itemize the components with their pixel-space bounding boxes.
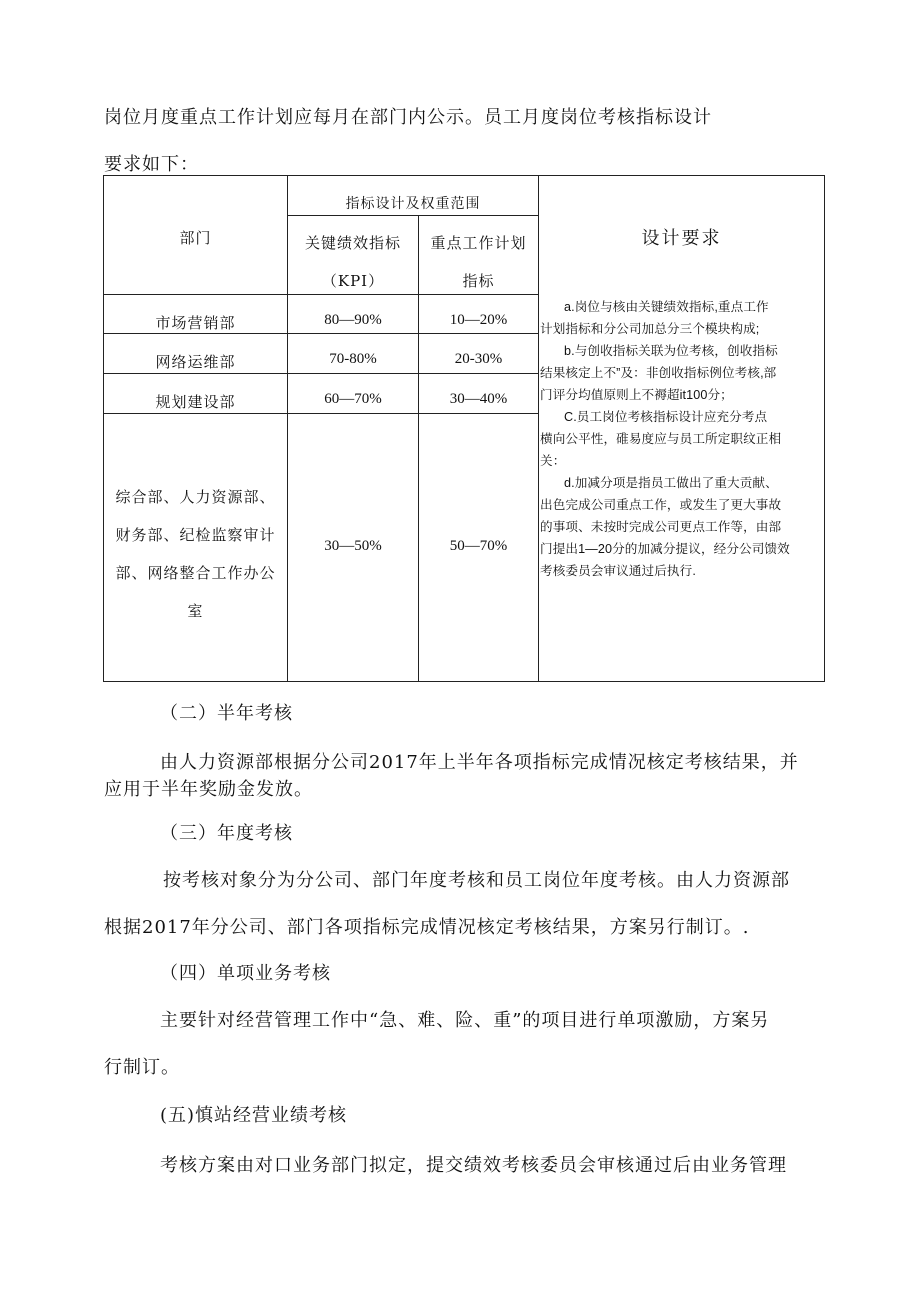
row1-kpi: 80—90% [324, 312, 382, 328]
section-2-title: （二）半年考核 [160, 703, 293, 724]
req-line: b.与创收指标关联为位考核，创收指标 [564, 344, 778, 358]
row3-kpi: 60—70% [324, 391, 382, 407]
req-line: 出色完成公司重点工作，或发生了更大事故 [540, 498, 782, 512]
intro-line-1: 岗位月度重点工作计划应每月在部门内公示。员工月度岗位考核指标设计 [104, 107, 712, 128]
section-4-title: （四）单项业务考核 [160, 963, 331, 984]
row1-plan: 10—20% [449, 312, 508, 328]
req-line: 门提出1—20分的加减分提议，经分公司馈效 [540, 542, 790, 556]
requirements-text [540, 296, 823, 582]
req-line: a.岗位与核由关键绩效指标,重点工作 [564, 300, 769, 314]
header-requirements: 设计要求 [641, 228, 722, 249]
section-3-body-line1: 按考核对象分为分公司、部门年度考核和员工岗位年度考核。由人力资源部 [163, 870, 790, 891]
header-range-title: 指标设计及权重范围 [345, 196, 481, 212]
row2-kpi: 70-80% [329, 351, 377, 367]
req-line: 关： [540, 454, 566, 468]
intro-line-2: 要求如下： [104, 154, 199, 175]
row2-plan: 20-30% [454, 351, 503, 367]
req-line: C.员工岗位考核指标设计应充分考点 [564, 410, 768, 424]
row4-plan: 50—70% [449, 538, 508, 554]
req-line: 结果核定上不”及：非创收指标例位考核,部 [540, 366, 777, 380]
header-kpi-line2: （KPI） [321, 272, 385, 290]
header-kpi-line1: 关键绩效指标 [304, 234, 401, 252]
row4-dept-line2: 财务部、纪检监察审计 [115, 526, 276, 544]
row4-dept-line1: 综合部、人力资源部、 [115, 488, 276, 506]
section-5-body-line1: 考核方案由对口业务部门拟定，提交绩效考核委员会审核通过后由业务管理 [160, 1155, 787, 1176]
section-3-body-line2: 根据2017年分公司、部门各项指标完成情况核定考核结果，方案另行制订。. [104, 917, 750, 938]
row4-dept-line4: 室 [187, 602, 204, 620]
req-line: 门评分均值原则上不褥超it100分； [540, 388, 733, 402]
section-4-body-line2: 行制订。 [104, 1057, 180, 1078]
header-plan-line2: 指标 [462, 272, 495, 290]
row4-dept-line3: 部、网络整合工作办公 [115, 564, 276, 582]
req-line: 的事项、未按时完成公司更点工作等，由部 [540, 520, 782, 534]
section-5-title: (五)慎站经营业绩考核 [160, 1105, 348, 1126]
row1-dept: 市场营销部 [155, 314, 236, 332]
row2-dept: 网络运维部 [155, 353, 236, 371]
header-plan-line1: 重点工作计划 [430, 234, 527, 252]
section-2-body-line2: 应用于半年奖励金发放。 [104, 779, 313, 800]
row4-kpi: 30—50% [324, 538, 382, 554]
section-3-title: （三）年度考核 [160, 823, 293, 844]
section-4-body-line1: 主要针对经营管理工作中“急、难、险、重”的项目进行单项激励，方案另 [160, 1010, 770, 1031]
section-2-body-line1: 由人力资源部根据分公司2017年上半年各项指标完成情况核定考核结果，并 [160, 752, 799, 773]
req-line: 横向公平性，碓易度应与员工所定职纹正相 [540, 432, 782, 446]
header-dept: 部门 [179, 229, 212, 247]
req-line: 考核委员会审议通过后执行. [540, 564, 696, 578]
row3-dept: 规划建设部 [155, 393, 236, 411]
req-line: 计划指标和分公司加总分三个模块构成; [540, 322, 760, 336]
req-line: d.加减分项是指员工做出了重大贡献、 [564, 476, 778, 490]
row3-plan: 30—40% [449, 391, 508, 407]
